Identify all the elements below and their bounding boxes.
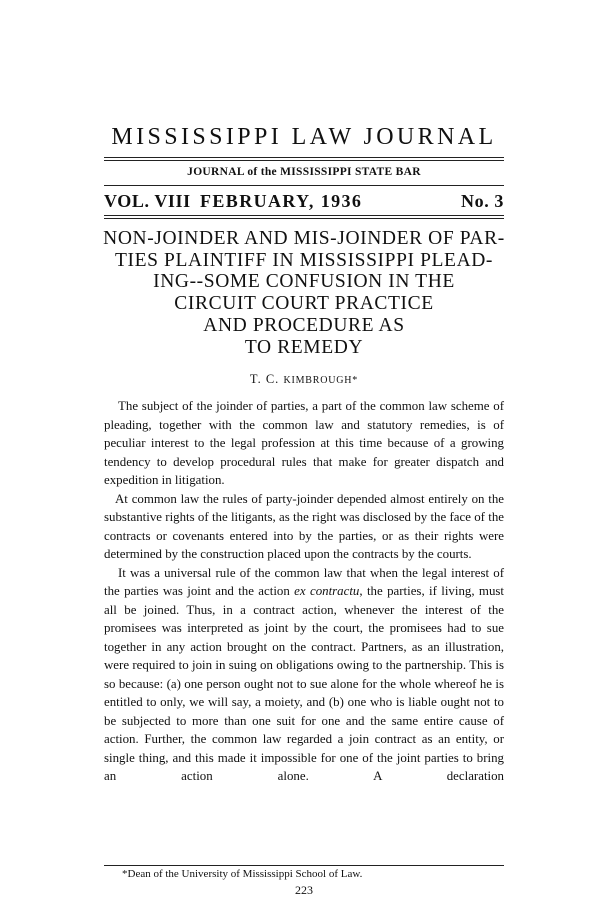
- body-paragraph: At common law the rules of party-joinder depended almost entirely on the substantive rights of the litigants, as the right was disclosed by the face of the contracts or covenants entered into by the parties, or as their rights were determined by the construction placed upon the contracts by the courts.: [104, 491, 504, 561]
- subtitle-rule: [104, 185, 504, 186]
- body-paragraph: [104, 564, 504, 786]
- page-number: 223: [295, 883, 313, 897]
- article-author: [0, 371, 608, 389]
- paragraph-text: , the parties, if living, must all be joined. Thus, in a contract action, whenever the interest of the promisees was interpreted as joint by the court, the promisees had to sue together in any action brought on the contract. Partners, as an illustration, were required to join in suing on obligations owing to the partnership. This is so because: (a) one person ought not to sue alone for the whole whereof he is entitled to only, we will say, a moiety, and (b) one who is liable ought not to be subjected to more than one suit for one and the same entire cause of action. Further, the common law regarded a join contract as an entity, or single thing, and this made it impossible for one of the joint parties to bring an action alone. A declaration: [104, 584, 504, 783]
- body-paragraph: The subject of the joinder of parties, a part of the common law scheme of pleading, together with the common law and statutory remedies, is of peculiar interest to the legal profession at this time because of a growing tendency to develop procedural rules that make for greater dispatch and expedition in litigation.: [104, 399, 504, 487]
- title-line: NON-JOINDER AND MIS-JOINDER OF PAR-: [103, 228, 505, 249]
- author-initials: T. C.: [249, 372, 284, 386]
- latin-term: ex contractu: [294, 584, 360, 598]
- issue-date: FEBRUARY, 1936: [200, 191, 363, 211]
- paragraph-text: It was a universal rule of the common law that when the legal interest of the parties was joint and the action: [104, 565, 504, 598]
- issue-rule: [104, 215, 504, 216]
- footnote-rule: [104, 865, 504, 866]
- title-line: TO REMEDY: [244, 336, 364, 358]
- title-line: CIRCUIT COURT PRACTICE: [174, 293, 434, 315]
- masthead-rule-top-thin: [104, 160, 504, 161]
- author-name: KIMBROUGH*: [283, 375, 359, 386]
- journal-subtitle: JOURNAL of the MISSISSIPPI STATE BAR: [187, 166, 421, 178]
- title-line: TIES PLAINTIFF IN MISSISSIPPI PLEAD-: [114, 249, 494, 271]
- issue-info-row: [104, 189, 504, 213]
- title-line: ING--SOME CONFUSION IN THE: [153, 271, 455, 293]
- masthead-rule-top: [104, 157, 504, 158]
- volume-label: VOL. VIII: [104, 191, 191, 211]
- issue-rule-thin: [104, 218, 504, 219]
- author-footnote: *Dean of the University of Mississippi School of Law.: [122, 868, 363, 880]
- issue-number: No. 3: [461, 191, 504, 211]
- journal-masthead: MISSISSIPPI LAW JOURNAL: [111, 124, 497, 150]
- article-title: [96, 228, 512, 358]
- title-line: AND PROCEDURE AS: [203, 314, 405, 336]
- article-body: [104, 397, 504, 786]
